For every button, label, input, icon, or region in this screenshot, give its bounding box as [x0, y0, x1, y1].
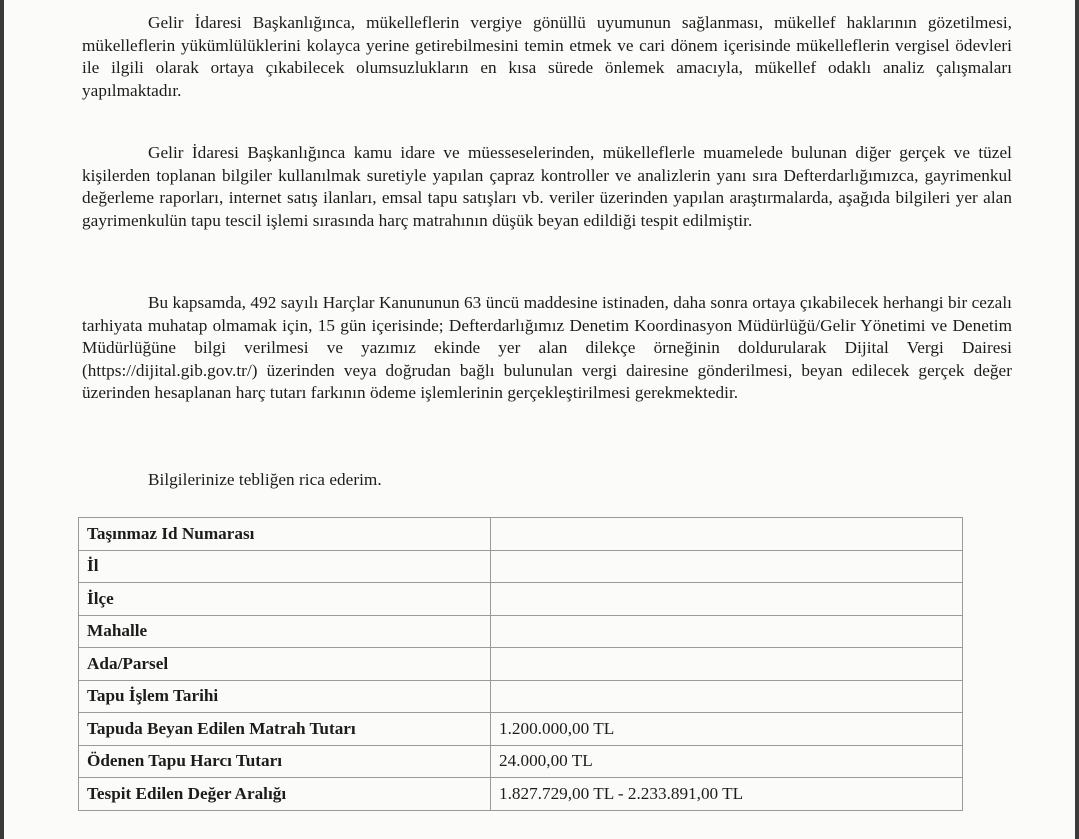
row-value-province — [491, 550, 963, 583]
table-row — [79, 745, 963, 778]
row-value-neighborhood — [491, 615, 963, 648]
row-value-block-parcel — [491, 648, 963, 681]
paragraph-intro: Gelir İdaresi Başkanlığınca, mükelleflerin vergiye gönüllü uyumunun sağlanması, mükellef haklarının gözetilmesi, mükelleflerin yükümlülüklerini kolayca yerine getirebilmesini temin etmek ve cari dönem içerisinde mükelleflerin vergisel ödevleri ile ilgili olarak ortaya çıkabilecek olumsuzlukların en kısa sürede önlemek amacıyla, mükellef odaklı analiz çalışmaları yapılmaktadır. — [82, 13, 1012, 100]
paragraph-closing: Bilgilerinize tebliğen rica ederim. — [148, 470, 382, 489]
table-row — [79, 680, 963, 713]
row-value-property-id — [491, 518, 963, 551]
row-label-province: İl — [79, 550, 491, 583]
paragraph-findings: Gelir İdaresi Başkanlığınca kamu idare ve müesseselerinden, mükelleflerle muamelede bulunan diğer gerçek ve tüzel kişilerden toplanan bilgiler kullanılmak suretiyle yapılan çapraz kontroller ve analizlerin yanı sıra Defterdarlığımızca, gayrimenkul değerleme raporları, internet satış ilanları, emsal tapu satışları vb. veriler üzerinden yapılan araştırmalarda, aşağıda bilgileri yer alan gayrimenkulün tapu tescil işlemi sırasında harç matrahının düşük beyan edildiği tespit edilmiştir. — [82, 143, 1012, 230]
table-row — [79, 550, 963, 583]
row-label-neighborhood: Mahalle — [79, 615, 491, 648]
row-label-value-range: Tespit Edilen Değer Aralığı — [79, 778, 491, 811]
row-label-property-id: Taşınmaz Id Numarası — [79, 518, 491, 551]
row-value-declared-amount: 1.200.000,00 TL — [491, 713, 963, 746]
row-label-fee-paid: Ödenen Tapu Harcı Tutarı — [79, 745, 491, 778]
row-value-fee-paid: 24.000,00 TL — [491, 745, 963, 778]
row-label-district: İlçe — [79, 583, 491, 616]
row-value-district — [491, 583, 963, 616]
table-row — [79, 778, 963, 811]
row-label-block-parcel: Ada/Parsel — [79, 648, 491, 681]
row-label-deed-date: Tapu İşlem Tarihi — [79, 680, 491, 713]
table-row — [79, 615, 963, 648]
table-row — [79, 518, 963, 551]
table-row — [79, 648, 963, 681]
document-page — [4, 0, 1075, 839]
row-value-deed-date — [491, 680, 963, 713]
property-info-table — [78, 517, 963, 811]
paragraph-instructions: Bu kapsamda, 492 sayılı Harçlar Kanununun 63 üncü maddesine istinaden, daha sonra ortaya çıkabilecek herhangi bir cezalı tarhiyata muhatap olmamak için, 15 gün içerisinde; Defterdarlığımız Denetim Koordinasyon Müdürlüğü/Gelir Yönetimi ve Denetim Müdürlüğüne bilgi verilmesi ve yazımız ekinde yer alan dilekçe örneğinin doldurularak Dijital Vergi Dairesi (https://dijital.gib.gov.tr/) üzerinden veya doğrudan bağlı bulunulan vergi dairesine gönderilmesi, beyan edilecek gerçek değer üzerinden hesaplanan harç tutarı farkının ödeme işlemlerinin gerçekleştirilmesi gerekmektedir. — [82, 293, 1012, 403]
table-row — [79, 583, 963, 616]
row-label-declared-amount: Tapuda Beyan Edilen Matrah Tutarı — [79, 713, 491, 746]
row-value-value-range: 1.827.729,00 TL - 2.233.891,00 TL — [491, 778, 963, 811]
table-row — [79, 713, 963, 746]
